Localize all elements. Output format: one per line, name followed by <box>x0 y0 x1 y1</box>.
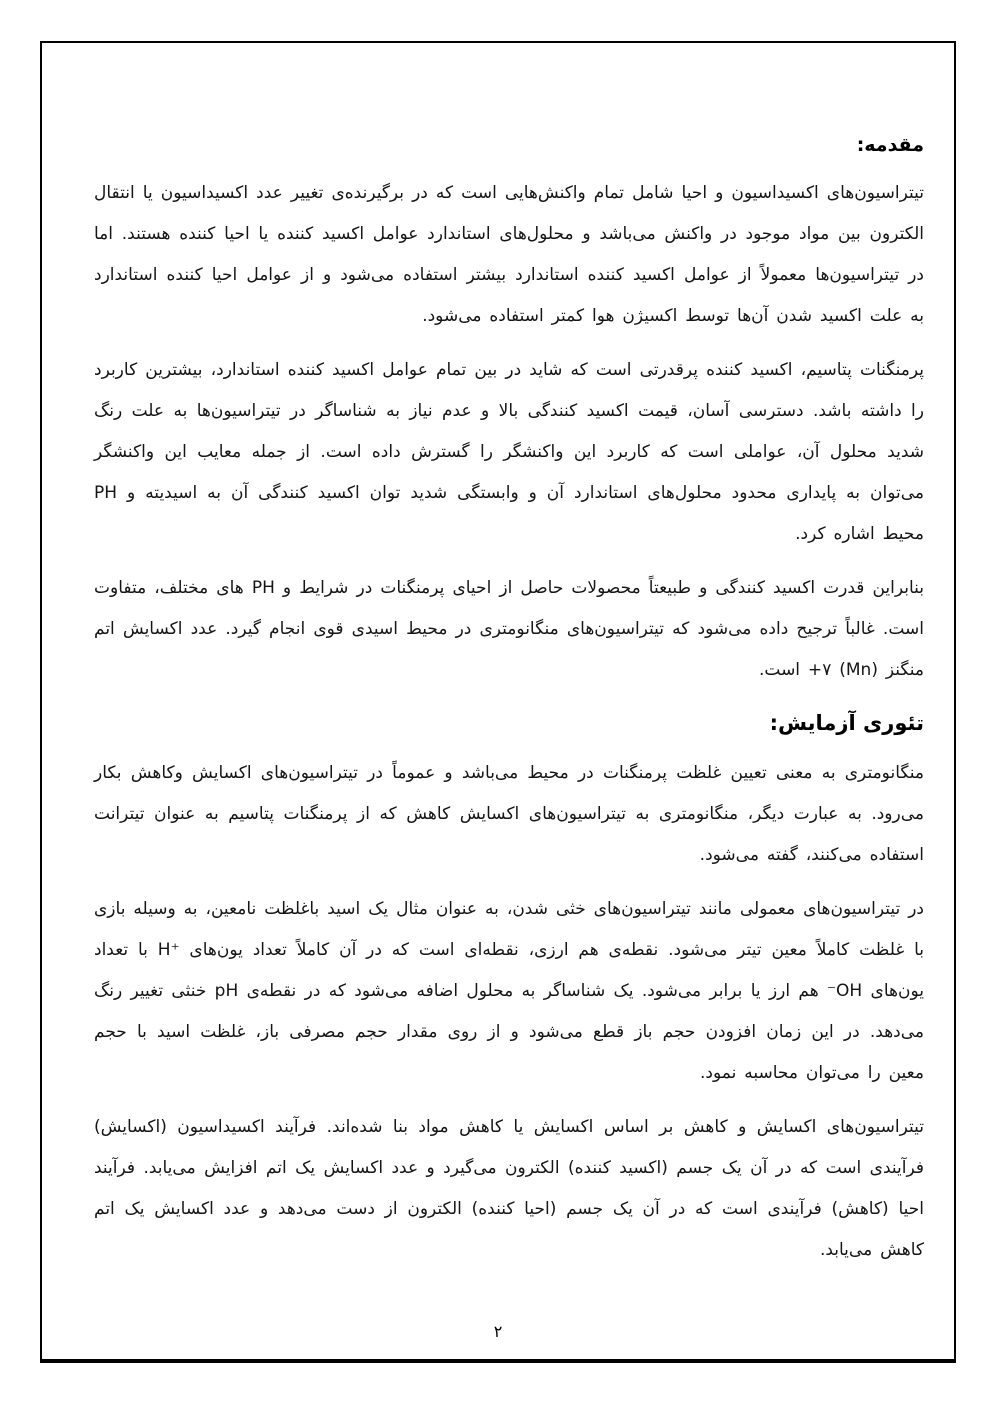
introduction-paragraph-2: پرمنگنات پتاسیم، اکسید کننده پرقدرتی است که شاید در بین تمام عوامل اکسید کننده استاندارد، بیشترین کاربرد را داشته باشد. دسترسی آسان، قیمت اکسید کنندگی بالا و عدم نیاز به شناساگر در تیتراسیون‌ها به علت رنگ شدید محلول آن، عواملی است که کاربرد این واکنشگر را گسترش داده است. از جمله معایب این واکنشگر می‌توان به پایداری محدود محلول‌های استاندارد آن و وابستگی شدید توان اکسید کنندگی آن به اسیدیته و PH محیط اشاره کرد. <box>94 360 924 544</box>
theory-paragraph-3: تیتراسیون‌های اکسایش و کاهش بر اساس اکسایش یا کاهش مواد بنا شده‌اند. فرآیند اکسیداسیون (اکسایش) فرآیندی است که در آن یک جسم (اکسید کننده) الکترون می‌گیرد و عدد اکسایش یک اتم افزایش می‌یابد. فرآیند احیا (کاهش) فرآیندی است که در آن یک جسم (احیا کننده) الکترون از دست می‌دهد و عدد اکسایش یک اتم کاهش می‌یابد. <box>94 1117 924 1260</box>
page-number: ۲ <box>493 1322 503 1341</box>
introduction-paragraph-3: بنابراین قدرت اکسید کنندگی و طبیعتاً محصولات حاصل از احیای پرمنگنات در شرایط و PH های مختلف، متفاوت است. غالباً ترجیح داده می‌شود که تیتراسیون‌های منگانومتری در محیط اسیدی قوی انجام گیرد. عدد اکسایش اتم منگنز (Mn) ۷+ است. <box>94 578 925 680</box>
section-heading-theory: تئوری آزمایش: <box>769 711 924 735</box>
theory-paragraph-1: منگانومتری به معنی تعیین غلظت پرمنگنات در محیط می‌باشد و عموماً در تیتراسیون‌های اکسایش وکاهش بکار می‌رود. به عبارت دیگر، منگانومتری به تیتراسیون‌های اکسایش کاهش که از پرمنگنات پتاسیم به عنوان تیترانت استفاده می‌کنند، گفته می‌شود. <box>94 763 924 865</box>
theory-paragraph-2: در تیتراسیون‌های معمولی مانند تیتراسیون‌های خثی شدن، به عنوان مثال یک اسید باغلظت نامعین، به وسیله بازی با غلظت کاملاً معین تیتر می‌شود. نقطه‌ی هم ارزی، نقطه‌ای است که در آن کاملاً تعداد یون‌های H⁺‎ با تعداد یون‌های OH⁻ هم ارز یا برابر می‌شود. یک شناساگر به محلول اضافه می‌شود که در نقطه‌ی pH خنثی تغییر رنگ می‌دهد. در این زمان افزودن حجم باز قطع می‌شود و از روی مقدار حجم مصرفی باز، غلظت اسید با حجم معین را می‌توان محاسبه نمود. <box>94 899 924 1083</box>
introduction-paragraph-1: تیتراسیون‌های اکسیداسیون و احیا شامل تمام واکنش‌هایی است که در برگیرنده‌ی تغییر عدد اکسیداسیون یا انتقال الکترون بین مواد موجود در واکنش می‌باشد و محلول‌های استاندارد عوامل اکسید کننده یا احیا کننده هستند. اما در تیتراسیون‌ها معمولاً از عوامل اکسید کننده استاندارد بیشتر استفاده می‌شود و از عوامل احیا کننده استاندارد به علت اکسید شدن آن‌ها توسط اکسیژن هوا کمتر استفاده می‌شود. <box>94 183 924 326</box>
section-heading-introduction: مقدمه: <box>856 134 924 156</box>
page-border-frame <box>40 41 956 1363</box>
